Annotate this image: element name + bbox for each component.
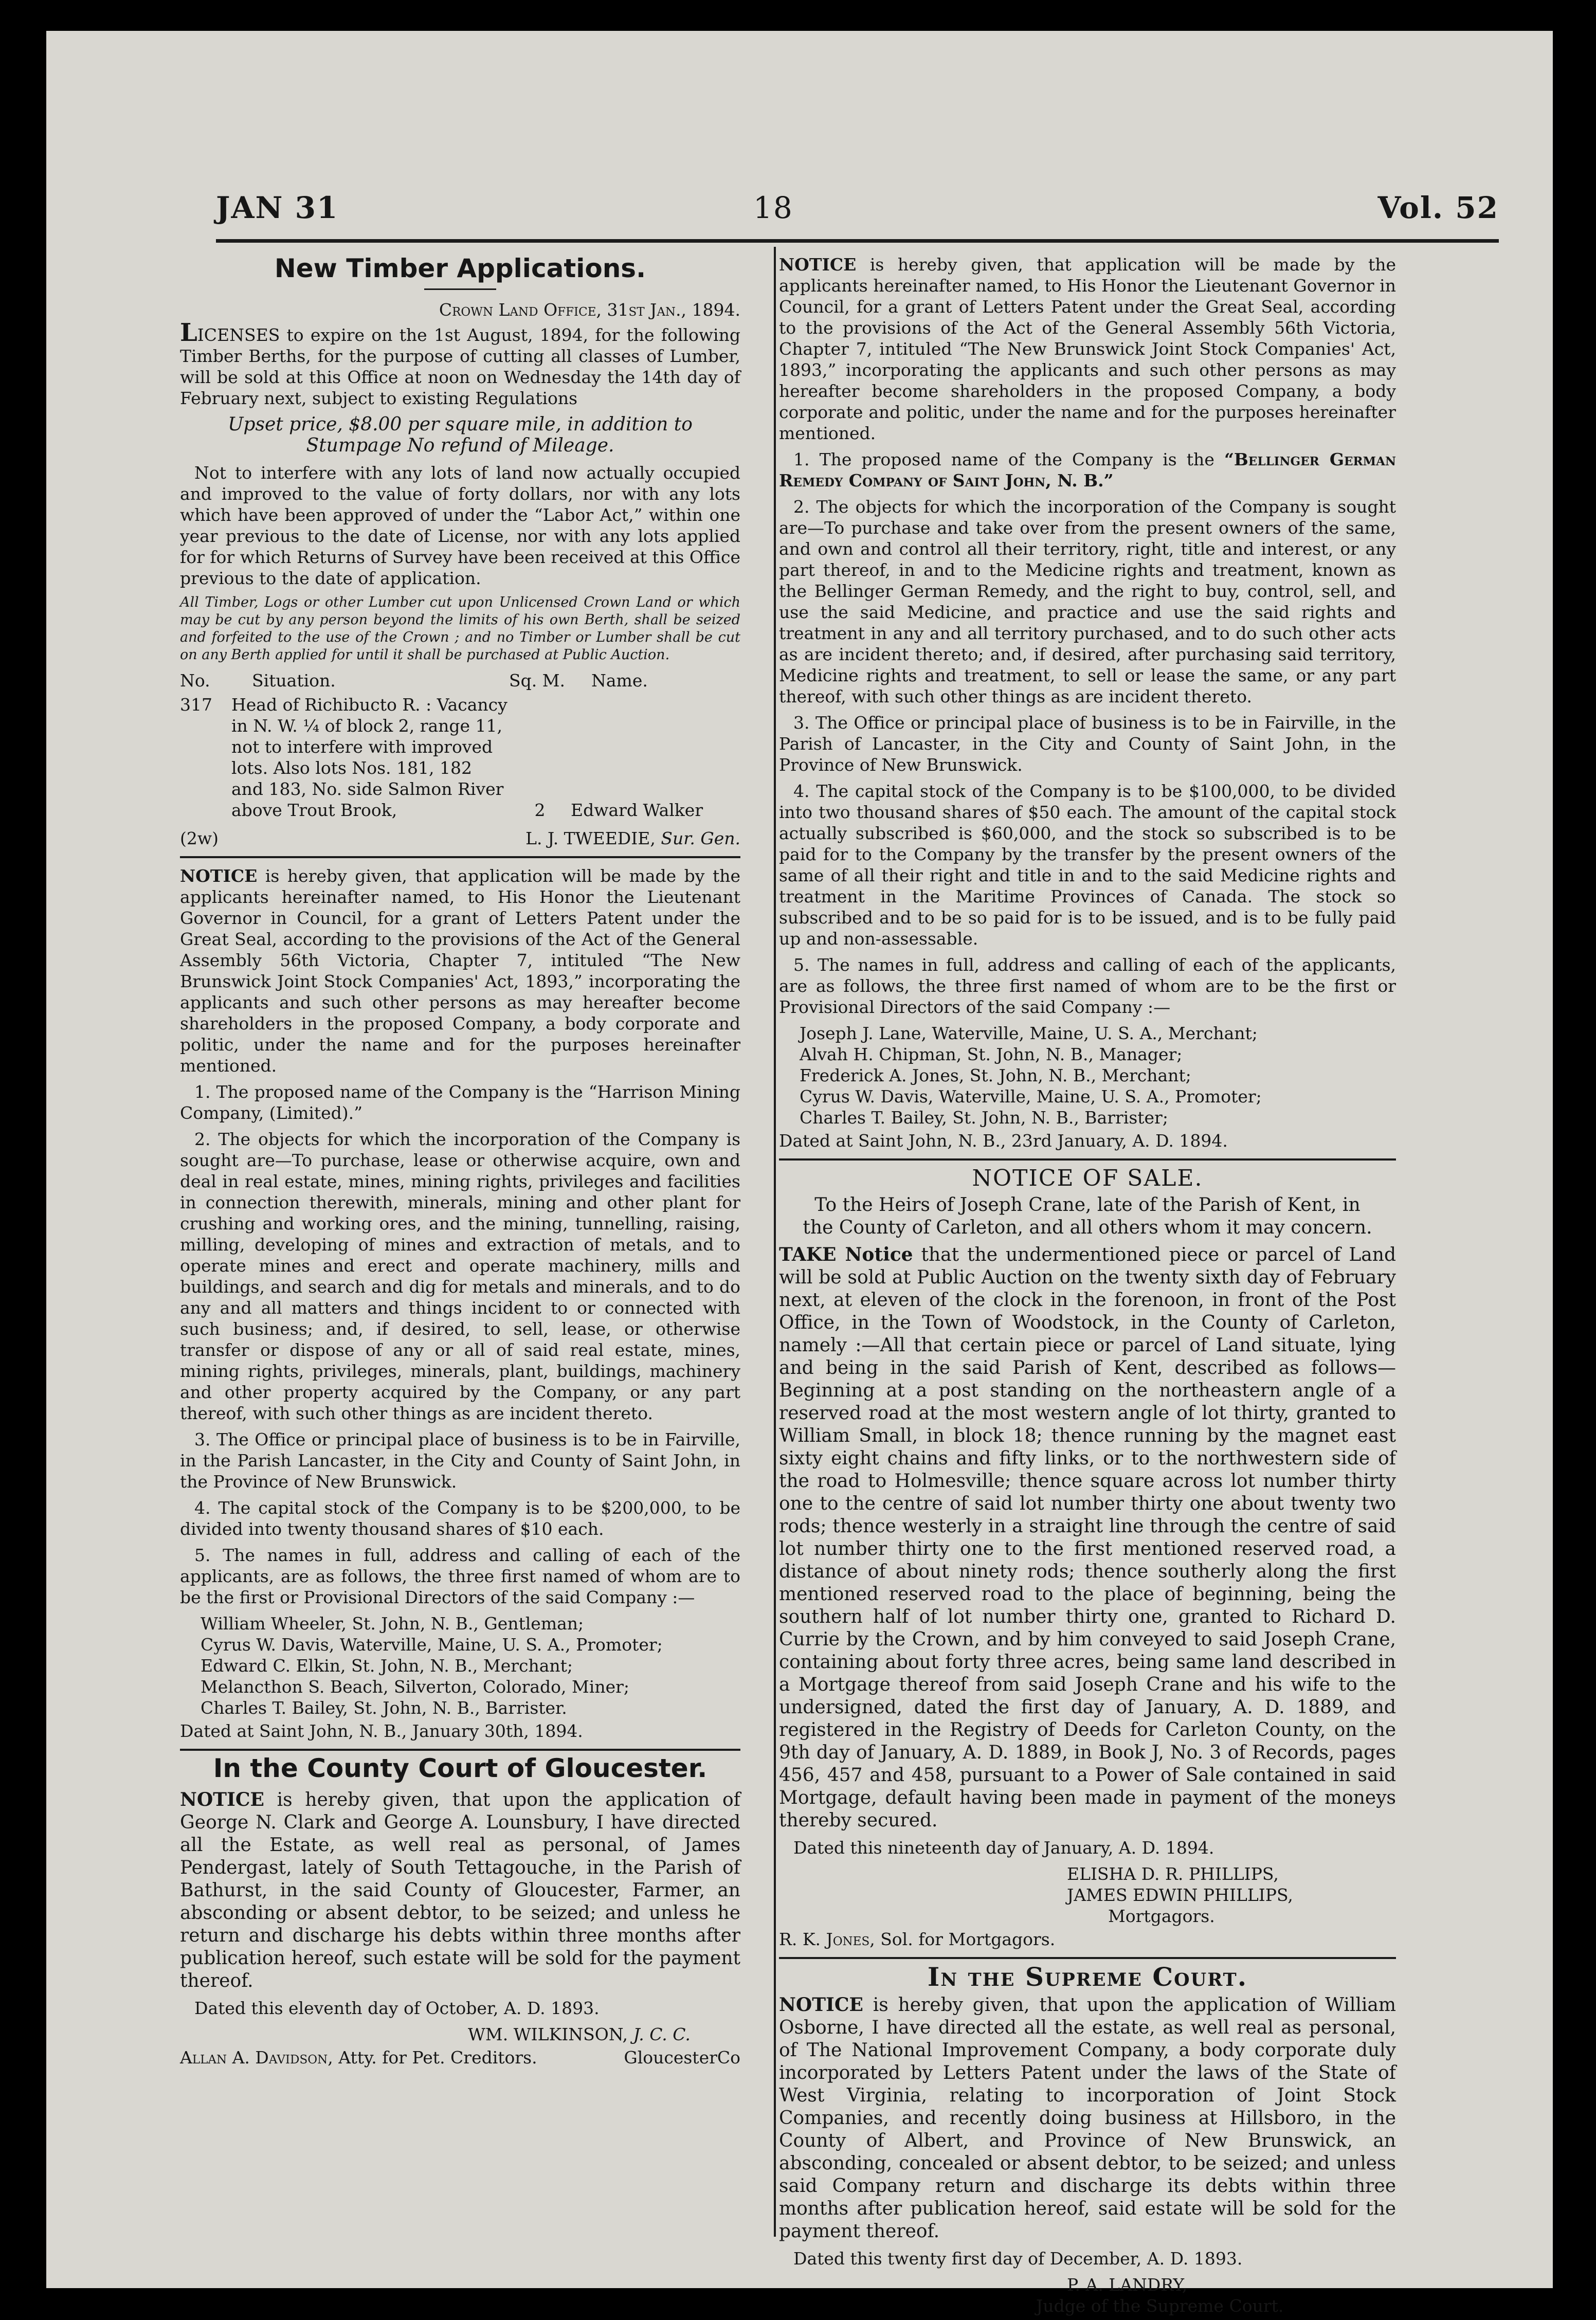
- bellinger-item-1: 1. The proposed name of the Company is the “Bellinger German Remedy Company of Saint John, N. B.”: [779, 449, 1396, 491]
- director-line: Frederick A. Jones, St. John, N. B., Merchant;: [800, 1065, 1191, 1085]
- bellinger-item-3: 3. The Office or principal place of business is to be in Fairville, in the Parish of Lancaster, in the City and County of Saint John, in the Province of New Brunswick.: [779, 713, 1396, 775]
- sale-dated: Dated this nineteenth day of January, A. D. 1894.: [793, 1838, 1214, 1858]
- supreme-judge-title: Judge of the Supreme Court.: [1036, 2296, 1284, 2316]
- sale-signer-role: Mortgagors.: [1108, 1906, 1215, 1926]
- gloucester-attorney-line: Allan A. Davidson, Atty. for Pet. Creditors. GloucesterCo: [180, 2047, 740, 2068]
- right-column: [779, 252, 1396, 2316]
- rule: [779, 1957, 1396, 1959]
- sale-signer: JAMES EDWIN PHILLIPS,: [1067, 1885, 1293, 1905]
- supreme-body: NOTICE is hereby given, that upon the application of William Osborne, I have directed all the estate, as well real as personal, of The National Improvement Company, a body corporate duly incorporated by Letters Patent under the laws of the State of West Virginia, relating to incorporation of Joint Stock Companies, and recently doing business at Hillsboro, in the County of Albert, and Province of New Brunswick, an absconding, concealed or absent debtor, to be seized; and unless said Company return and discharge its debts within three months after publication hereof, said estate will be sold for the payment thereof.: [779, 1994, 1396, 2242]
- header-page-number: 18: [753, 190, 793, 225]
- director-line: Edward C. Elkin, St. John, N. B., Merchant;: [201, 1656, 573, 1676]
- director-line: Cyrus W. Davis, Waterville, Maine, U. S. A., Promoter;: [201, 1635, 663, 1655]
- gloucester-title: In the County Court of Gloucester.: [213, 1753, 708, 1783]
- director-line: Cyrus W. Davis, Waterville, Maine, U. S. A., Promoter;: [800, 1086, 1262, 1107]
- sale-solicitor: R. K. Jones, Sol. for Mortgagors.: [779, 1929, 1056, 1949]
- supreme-judge: P. A. LANDRY,: [1067, 2275, 1188, 2295]
- header-volume: Vol. 52: [1377, 190, 1499, 225]
- timber-title: New Timber Applications.: [274, 253, 646, 283]
- rule: [779, 1158, 1396, 1161]
- bellinger-item-5: 5. The names in full, address and calling of each of the applicants, are as follows, the three first named of whom are to be the first or Provisional Directors of the said Company :—: [779, 955, 1396, 1017]
- bellinger-notice-intro: NOTICE is hereby given, that application will be made by the applicants hereinafter named, to His Honor the Lieutenant Governor in Council, for a grant of Letters Patent under the Great Seal, according to the provisions of the Act of the General Assembly 56th Victoria, Chapter 7, intituled “The New Brunswick Joint Stock Companies' Act, 1893,” incorporating the applicants and such other persons as may hereafter become shareholders in the proposed Company, a body corporate and politic, under the name and for the purposes hereinafter mentioned.: [779, 255, 1396, 443]
- supreme-title: In the Supreme Court.: [927, 1962, 1248, 1992]
- timber-dateline: Crown Land Office, 31st Jan., 1894.: [439, 300, 740, 320]
- harrison-item-5: 5. The names in full, address and calling of each of the applicants, are as follows, the three first named of whom are to be the first or Provisional Directors of the said Company :—: [180, 1545, 740, 1607]
- supreme-dated: Dated this twenty first day of December, A. D. 1893.: [793, 2249, 1243, 2269]
- director-line: Melancthon S. Beach, Silverton, Colorado, Miner;: [201, 1677, 629, 1697]
- newspaper-page: [46, 31, 1553, 2316]
- director-line: Charles T. Bailey, St. John, N. B., Barrister.: [201, 1698, 567, 1718]
- sale-addressee: To the Heirs of Joseph Crane, late of the Parish of Kent, in the County of Carleton, and all others whom it may concern.: [803, 1194, 1372, 1238]
- timber-intro: LICENSES to expire on the 1st August, 1894, for the following Timber Berths, for the purpose of cutting all classes of Lumber, will be sold at this Office at noon on Wednesday the 14th day of February next, subject to existing Regulations: [180, 318, 740, 408]
- director-line: Alvah H. Chipman, St. John, N. B., Manager;: [800, 1044, 1183, 1064]
- gloucester-dated: Dated this eleventh day of October, A. D. 1893.: [194, 1998, 600, 2018]
- harrison-notice-intro: NOTICE is hereby given, that application will be made by the applicants hereinafter named, to His Honor the Lieutenant Governor in Council, for a grant of Letters Patent under the Great Seal, according to the provisions of the Act of the General Assembly 56th Victoria, Chapter 7, intituled “The New Brunswick Joint Stock Companies' Act, 1893,” incorporating the applicants and such other persons as may hereafter become shareholders in the proposed Company, a body corporate and politic, under the name and for the purposes hereinafter mentioned.: [180, 866, 740, 1076]
- header-date: JAN 31: [216, 190, 339, 225]
- rule: [180, 856, 740, 858]
- bellinger-dated: Dated at Saint John, N. B., 23rd January, A. D. 1894.: [779, 1131, 1228, 1151]
- harrison-item-2: 2. The objects for which the incorporation of the Company is sought are—To purchase, lease or otherwise acquire, own and deal in real estate, mines, mining rights, privileges and facilities in connection therewith, minerals, mining and other plant for crushing and working ores, and the mining, tunnelling, raising, milling, developing of mines and extraction of metals, and to operate mines and erect and operate machinery, mills and buildings, and search and dig for metals and minerals, and to do any and all matters and things incident to or connected with such business; and, if desired, to sell, lease, or otherwise transfer or dispose of any or all of said real estate, mines, mining rights, privileges, minerals, plant, buildings, machinery and other property acquired by the Company, or any part thereof, with such other things as are incident thereto.: [180, 1129, 740, 1423]
- director-line: William Wheeler, St. John, N. B., Gentleman;: [201, 1614, 584, 1634]
- timber-table-header: No. Situation. Sq. M. Name.: [180, 670, 648, 691]
- gloucester-body: NOTICE is hereby given, that upon the application of George N. Clark and George A. Lounsbury, I have directed all the Estate, as well real as personal, of James Pendergast, lately of South Tettagouche, in the Parish of Bathurst, in the said County of Gloucester, Farmer, an absconding or absent debtor, to be seized; and unless he return and discharge his debts within three months after publication hereof, such estate will be sold for the payment thereof.: [180, 1789, 740, 1991]
- sale-body: TAKE Notice that the undermentioned piece or parcel of Land will be sold at Public Auction on the twenty sixth day of February next, at eleven of the clock in the forenoon, in front of the Post Office, in the Town of Woodstock, in the County of Carleton, namely :—All that certain piece or parcel of Land situate, lying and being in the said Parish of Kent, described as follows—Beginning at a post standing on the northeastern angle of a reserved road at the most western angle of lot thirty, granted to William Small, in block 18; thence running by the magnet east sixty eight chains and fifty links, or to the northwestern side of the road to Holmesville; thence square across lot number thirty one to the centre of said lot number thirty one about twenty two rods; thence westerly in a straight line through the centre of said lot number thirty one to the first mentioned reserved road, a distance of about ninety rods; thence southerly along the first mentioned reserved road to the place of beginning, being the southern half of lot number thirty one, granted to Richard D. Currie by the Crown, and by him conveyed to said Joseph Crane, containing about forty three acres, being same land described in a Mortgage thereof from said Joseph Crane and his wife to the undersigned, dated the first day of January, A. D. 1889, and registered in the Registry of Deeds for Carleton County, on the 9th day of January, A. D. 1889, in Book J, No. 3 of Records, pages 456, 457 and 458, pursuant to a Power of Sale contained in said Mortgage, default having been made in payment of the moneys thereby secured.: [779, 1244, 1396, 1831]
- bellinger-item-4: 4. The capital stock of the Company is to be $100,000, to be divided into two thousand shares of $50 each. The amount of the capital stock actually subscribed is $60,000, and the stock so subscribed is to be paid for to the Company by the transfer by the present owners of the same of all their right and title in and to the said Medicine rights and treatment in the Maritime Provinces of Canada. The stock so subscribed and to be so paid for is to be issued, and is to be fully paid up and non-assessable.: [779, 781, 1396, 949]
- timber-table-row: 317 Head of Richibucto R. : Vacancy in N. W. ¼ of block 2, range 11, not to interfere with improved lots. Also lots Nos. 181, 182 and 183, No. side Salmon River above Trout Brook, 2 Edward Walker: [180, 695, 703, 820]
- gloucester-judge: WM. WILKINSON, J. C. C.: [468, 2024, 691, 2044]
- timber-upset-price: Upset price, $8.00 per square mile, in addition to Stumpage No refund of Mileage.: [228, 414, 693, 456]
- director-line: Charles T. Bailey, St. John, N. B., Barrister;: [800, 1108, 1168, 1128]
- harrison-item-4: 4. The capital stock of the Company is to be $200,000, to be divided into twenty thousand shares of $10 each.: [180, 1498, 740, 1539]
- bellinger-item-2: 2. The objects for which the incorporation of the Company is sought are—To purchase and take over from the present owners of the same, and own and control all their territory, right, title and interest, or any part thereof, in and to the Medicine rights and treatment, known as the Bellinger German Remedy, and the right to buy, control, sell, and use the said Medicine, and practice and use the said rights and treatment in any and all territory purchased, and to do such other acts as are incident thereto; and, if desired, after purchasing said territory, Medicine rights and treatment, to sell or lease the same, or any part thereof, with such other things as are incident thereto.: [779, 497, 1396, 706]
- sale-signer: ELISHA D. R. PHILLIPS,: [1067, 1864, 1279, 1884]
- sale-title: NOTICE OF SALE.: [972, 1165, 1203, 1191]
- title-rule: [424, 288, 496, 290]
- timber-fine-print: All Timber, Logs or other Lumber cut upon Unlicensed Crown Land or which may be cut by any person beyond the limits of his own Berth, shall be seized and forfeited to the use of the Crown ; and no Timber or Lumber shall be cut on any Berth applied for until it shall be purchased at Public Auction.: [180, 594, 740, 663]
- left-column: [180, 252, 740, 2070]
- timber-not-interfere: Not to interfere with any lots of land now actually occupied and improved to the value of forty dollars, nor with any lots which have been approved of under the “Labor Act,” within one year previous to the date of License, nor with any lots applied for for which Returns of Survey have been received at this Office previous to the date of application.: [180, 463, 740, 588]
- header-rule: [216, 239, 1499, 243]
- column-rule: [774, 247, 776, 2237]
- director-line: Joseph J. Lane, Waterville, Maine, U. S. A., Merchant;: [800, 1023, 1258, 1043]
- harrison-item-1: 1. The proposed name of the Company is the “Harrison Mining Company, (Limited).”: [180, 1082, 740, 1123]
- timber-signoff: (2w) L. J. TWEEDIE, Sur. Gen.: [180, 828, 740, 848]
- harrison-dated: Dated at Saint John, N. B., January 30th, 1894.: [180, 1721, 583, 1741]
- rule: [180, 1749, 740, 1751]
- harrison-item-3: 3. The Office or principal place of business is to be in Fairville, in the Parish Lancaster, in the City and County of Saint John, in the Province of New Brunswick.: [180, 1429, 740, 1492]
